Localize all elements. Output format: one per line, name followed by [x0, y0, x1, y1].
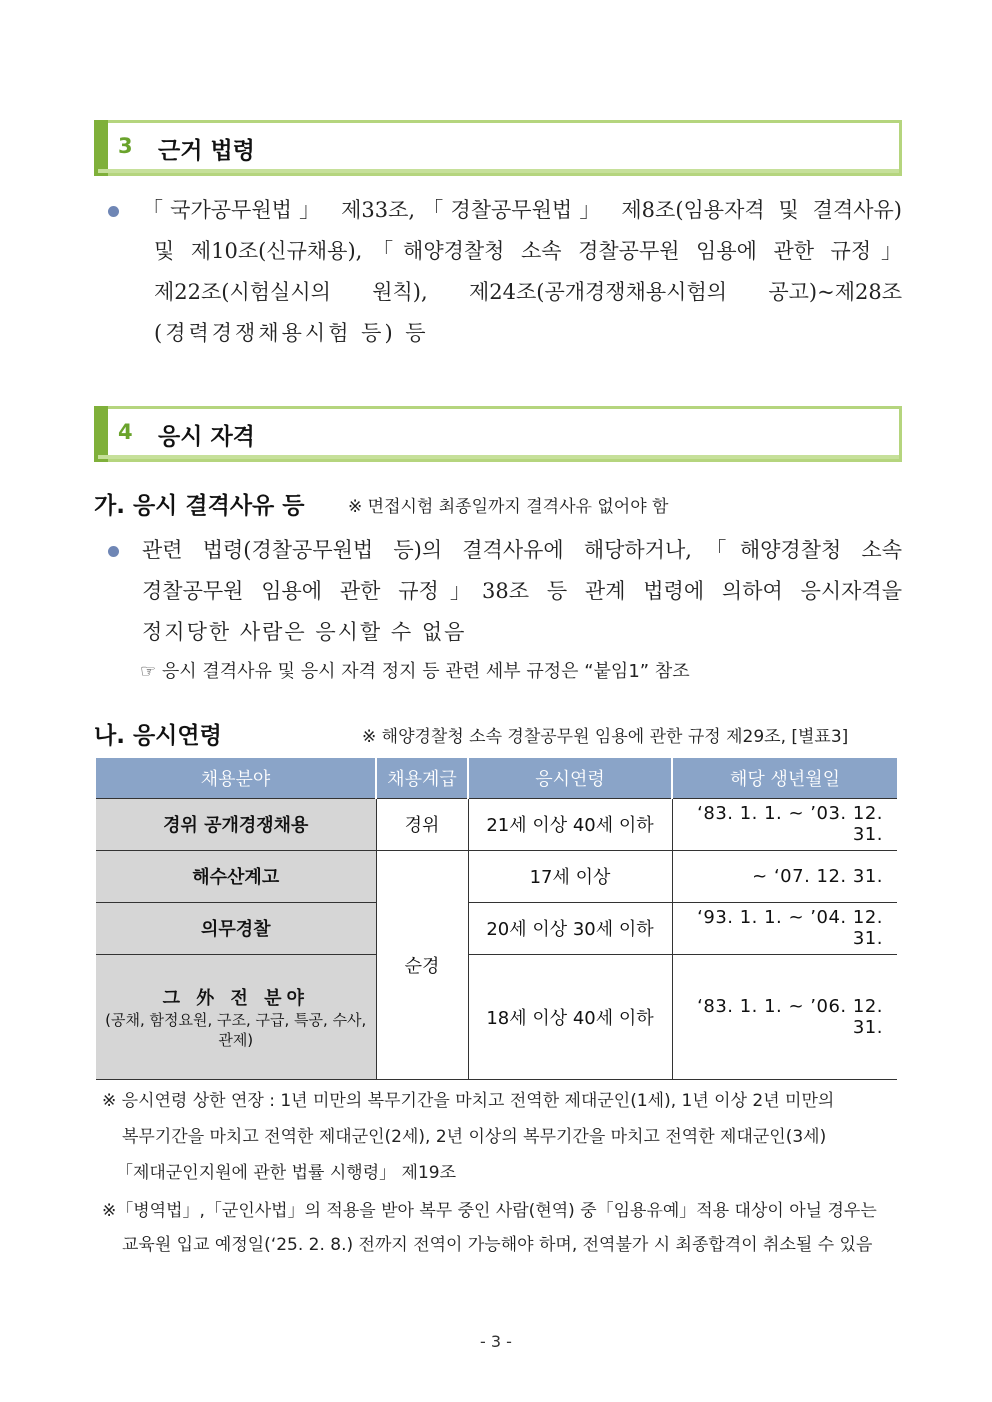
- rank-cell: 순경: [376, 850, 468, 1079]
- rank-cell: 경위: [376, 798, 468, 850]
- field-label: 그 外 전 분야: [162, 987, 309, 1009]
- subsection-title: 가. 응시 결격사유 등: [94, 493, 305, 519]
- legal-basis-bullet: [108, 190, 902, 354]
- birth-cell: ‘83. 1. 1. ~ ’06. 12. 31.: [672, 954, 897, 1079]
- column-header: 해당 생년월일: [672, 758, 897, 798]
- birth-cell: ~ ‘07. 12. 31.: [672, 850, 897, 902]
- section-number: 3: [118, 134, 133, 158]
- column-header: 채용계급: [376, 758, 468, 798]
- age-extension-note: 복무기간을 마치고 전역한 제대군인(2세), 2년 이상의 복무기간을 마치고 전역한 제대군인(3세): [122, 1127, 827, 1147]
- field-cell: [96, 954, 376, 1079]
- table-row: [96, 954, 897, 1079]
- military-service-note: 교육원 입교 예정일(‘25. 2. 8.) 전까지 전역이 가능해야 하며, 전역불가 시 최종합격이 취소될 수 있음: [122, 1235, 873, 1255]
- age-cell: 17세 이상: [468, 850, 672, 902]
- subsection-note: ※ 해양경찰청 소속 경찰공무원 임용에 관한 규정 제29조, [별표3]: [362, 727, 849, 747]
- age-cell: 20세 이상 30세 이하: [468, 902, 672, 954]
- age-requirement-table: [96, 758, 897, 1080]
- bullet-line: 경찰공무원 임용에 관한 규정」38조 등 관계 법령에 의하여 응시자격을: [142, 579, 902, 603]
- table-row: [96, 850, 897, 902]
- column-header: 채용분야: [96, 758, 376, 798]
- birth-cell: ‘83. 1. 1. ~ ’03. 12. 31.: [672, 798, 897, 850]
- military-service-note: ※「병역법」,「군인사법」의 적용을 받아 복무 중인 사람(현역) 중「임용유예」적용 대상이 아닐 경우는: [102, 1201, 877, 1221]
- bullet-line: 「국가공무원법」 제33조,「경찰공무원법」 제8조(임용자격 및 결격사유): [142, 198, 902, 222]
- bullet-line: 정지당한 사람은 응시할 수 없음: [142, 620, 467, 644]
- field-cell: 해수산계고: [96, 850, 376, 902]
- section-3-header: [94, 120, 902, 176]
- age-extension-note: 「제대군인지원에 관한 법률 시행령」 제19조: [116, 1163, 456, 1183]
- bullet-line: 제22조(시험실시의 원칙), 제24조(공개경쟁채용시험의 공고)~제28조: [154, 280, 902, 304]
- field-sub-label: (공채, 함정요원, 구조, 구급, 특공, 수사, 관제): [105, 1010, 367, 1049]
- bullet-line: 및 제10조(신규채용),「해양경찰청 소속 경찰공무원 임용에 관한 규정」: [154, 239, 902, 263]
- table-header-row: [96, 758, 897, 798]
- age-cell: 21세 이상 40세 이하: [468, 798, 672, 850]
- disqualification-bullet: [108, 530, 902, 653]
- age-cell: 18세 이상 40세 이하: [468, 954, 672, 1079]
- section-number: 4: [118, 420, 133, 444]
- subsection-note: ※ 면접시험 최종일까지 결격사유 없어야 함: [348, 497, 669, 517]
- section-title: 응시 자격: [158, 424, 255, 450]
- age-extension-note: ※ 응시연령 상한 연장 : 1년 미만의 복무기간을 마치고 전역한 제대군인(1세), 1년 이상 2년 미만의: [102, 1091, 835, 1111]
- reference-note: ☞ 응시 결격사유 및 응시 자격 정지 등 관련 세부 규정은 “붙임1” 참조: [140, 661, 690, 682]
- page-number: - 3 -: [480, 1332, 512, 1351]
- bullet-icon: [108, 206, 119, 217]
- field-cell: 경위 공개경쟁채용: [96, 798, 376, 850]
- bullet-icon: [108, 546, 119, 557]
- field-cell: 의무경찰: [96, 902, 376, 954]
- bullet-line: 관련 법령(경찰공무원법 등)의 결격사유에 해당하거나,「해양경찰청 소속: [142, 538, 902, 562]
- section-title: 근거 법령: [158, 138, 255, 164]
- column-header: 응시연령: [468, 758, 672, 798]
- birth-cell: ‘93. 1. 1. ~ ’04. 12. 31.: [672, 902, 897, 954]
- section-4-header: [94, 406, 902, 462]
- table-row: [96, 902, 897, 954]
- subsection-title: 나. 응시연령: [94, 723, 222, 749]
- bullet-line: (경력경쟁채용시험 등) 등: [154, 321, 429, 345]
- table-row: [96, 798, 897, 850]
